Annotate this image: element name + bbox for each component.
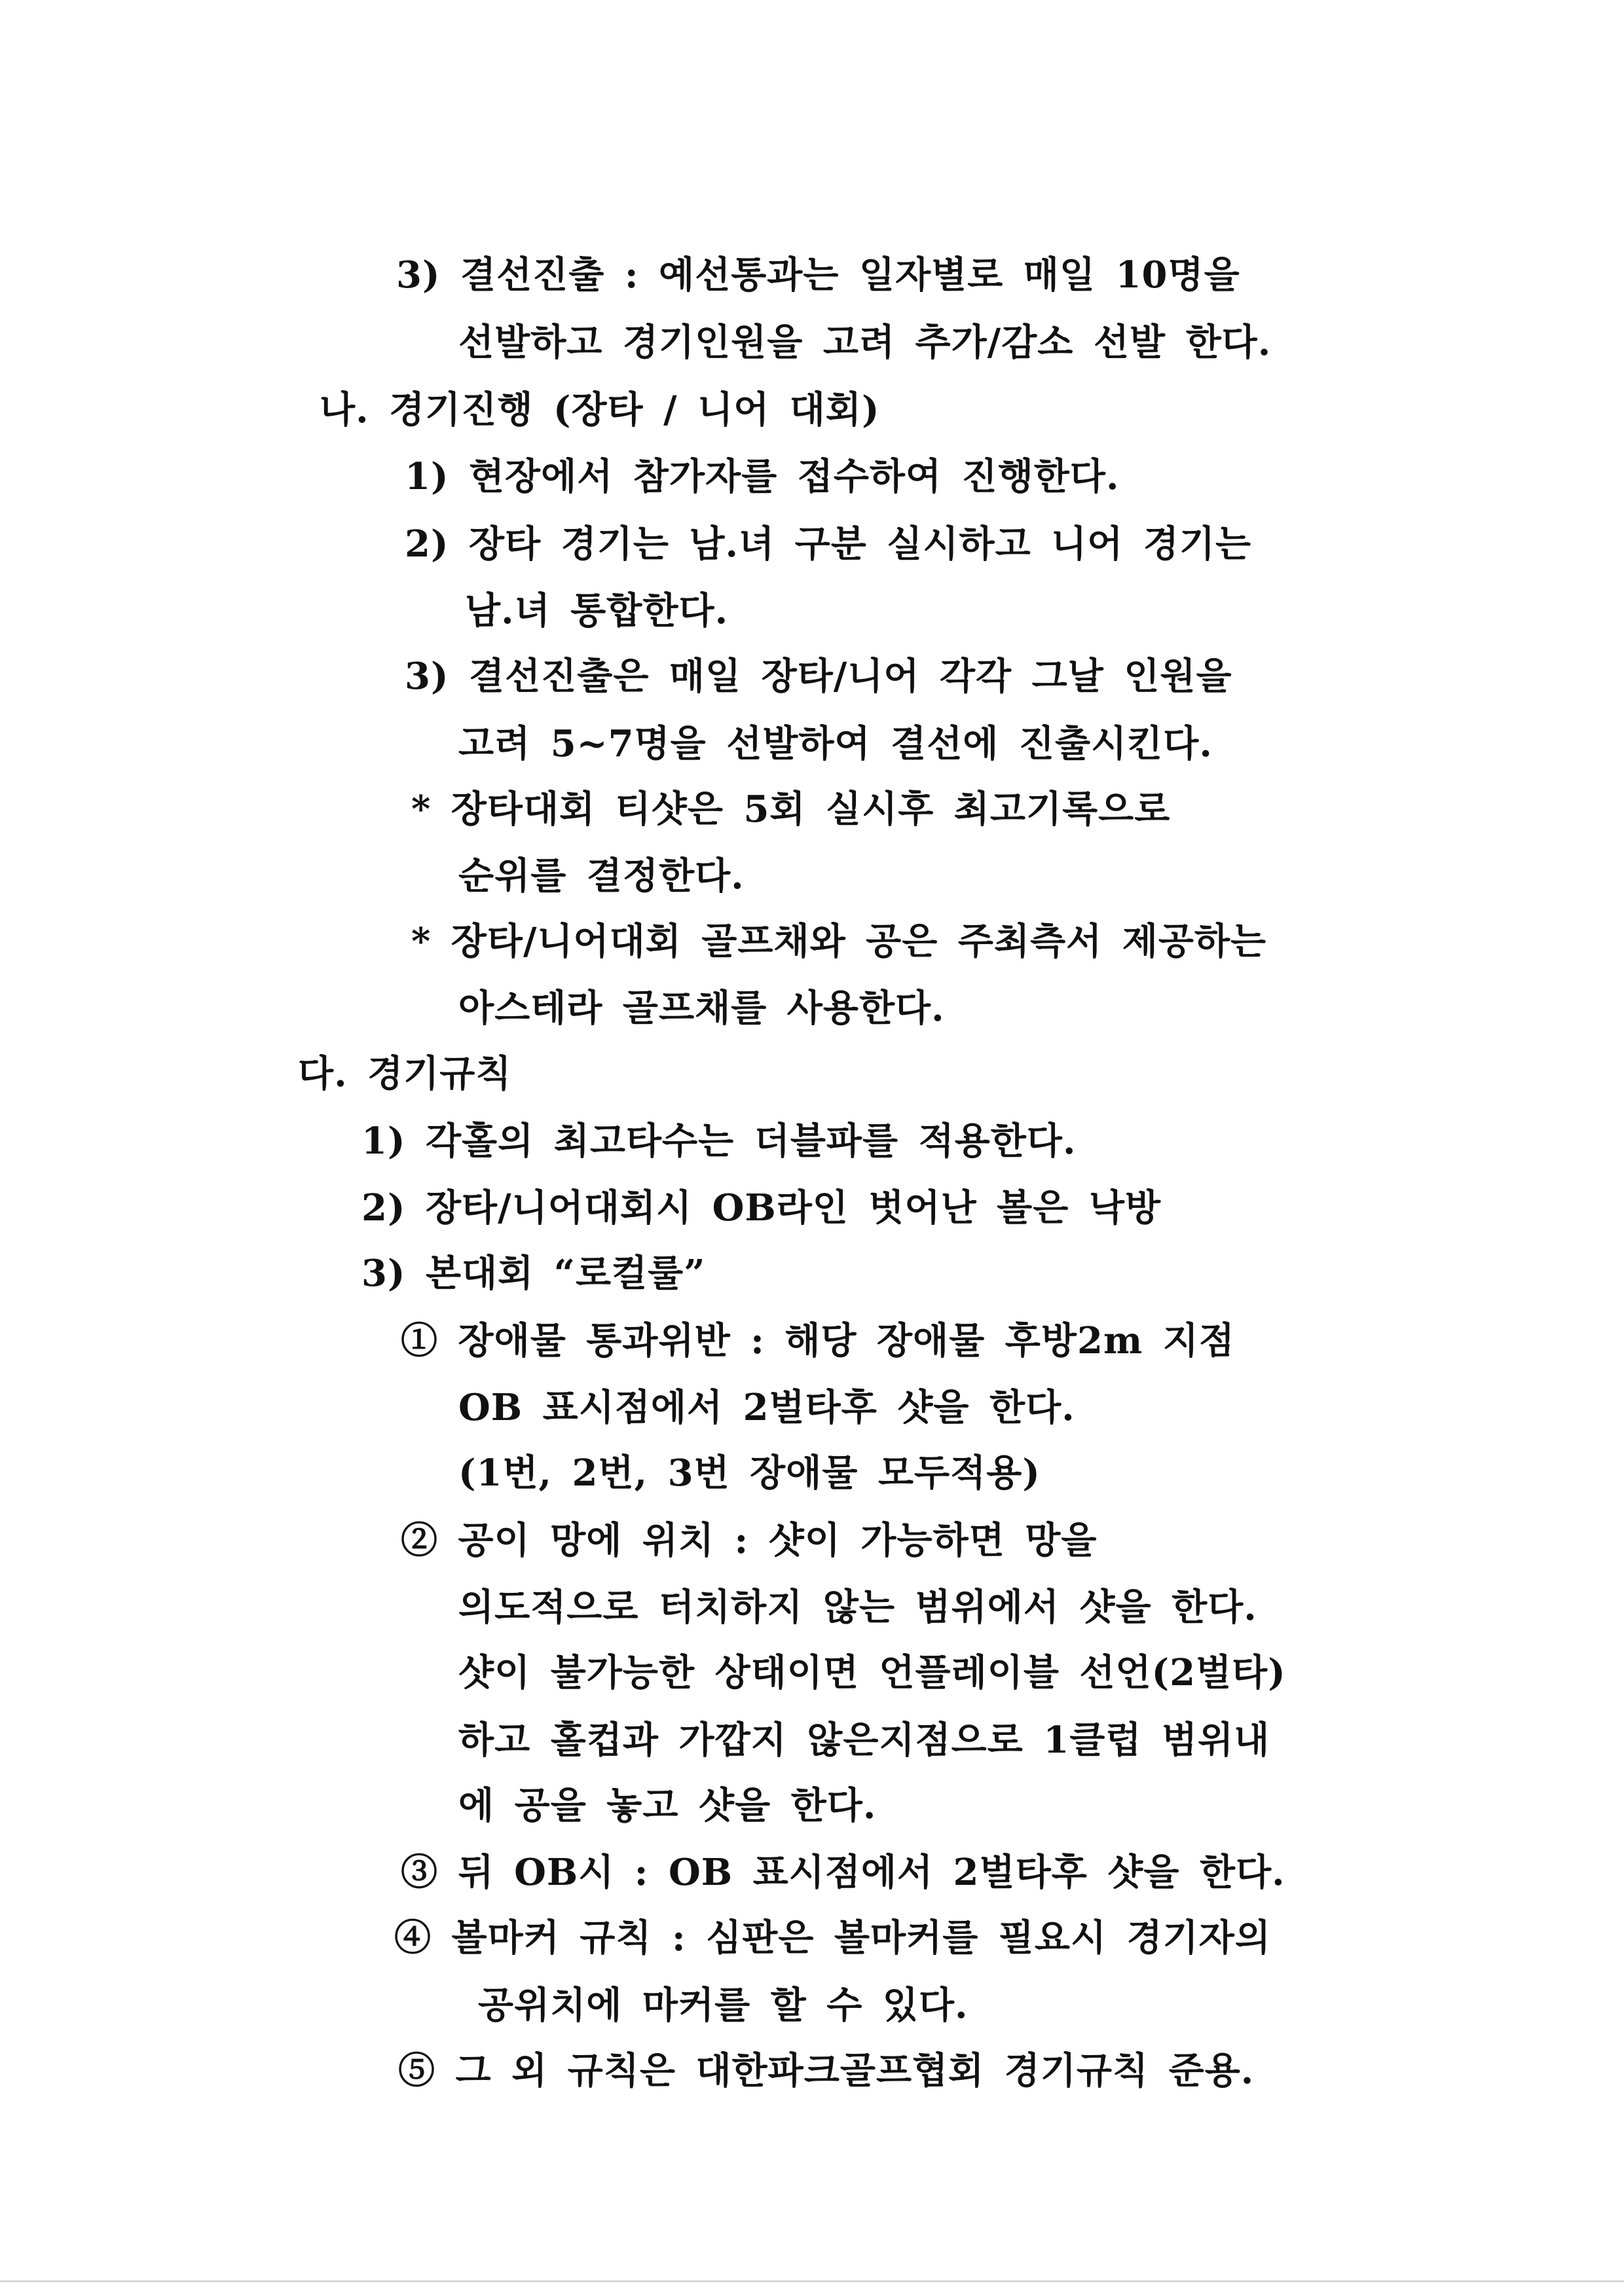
text-line: 1) 현장에서 참가자를 접수하여 진행한다. xyxy=(405,455,1120,498)
rule-item: ① 장애물 통과위반 : 해당 장애물 후방2m 지점 xyxy=(401,1319,1235,1362)
text-line: OB 표시점에서 2벌타후 샷을 한다. xyxy=(458,1386,1075,1429)
section-heading: 다. 경기규칙 xyxy=(298,1052,512,1095)
text-line: 아스테라 골프채를 사용한다. xyxy=(458,987,945,1030)
text-line: 공위치에 마커를 할 수 있다. xyxy=(478,1984,969,2027)
text-line: 선발하고 경기인원을 고려 추가/감소 선발 한다. xyxy=(458,321,1272,364)
note-line: * 장타/니어대회 골프채와 공은 주최측서 제공하는 xyxy=(411,920,1267,963)
note-line: * 장타대회 티샷은 5회 실시후 최고기록으로 xyxy=(411,788,1171,831)
text-line: 2) 장타/니어대회시 OB라인 벗어난 볼은 낙방 xyxy=(361,1186,1162,1230)
text-line: 남.녀 통합한다. xyxy=(465,589,729,632)
scan-edge-line xyxy=(0,2280,1624,2282)
rule-item: ④ 볼마커 규칙 : 심판은 볼마커를 필요시 경기자의 xyxy=(394,1916,1271,1959)
text-line: 3) 결선진출은 매일 장타/니어 각각 그날 인원을 xyxy=(405,655,1232,698)
text-line: 에 공을 놓고 샷을 한다. xyxy=(458,1784,877,1827)
rule-item: ③ 뒤 OB시 : OB 표시점에서 2벌타후 샷을 한다. xyxy=(401,1851,1285,1894)
text-line: (1번, 2번, 3번 장애물 모두적용) xyxy=(458,1451,1041,1495)
section-heading: 나. 경기진행 (장타 / 니어 대회) xyxy=(320,388,880,431)
rule-item: ② 공이 망에 위치 : 샷이 가능하면 망을 xyxy=(401,1519,1098,1562)
text-line: 1) 각홀의 최고타수는 더블파를 적용한다. xyxy=(361,1120,1077,1163)
text-line: 의도적으로 터치하지 않는 범위에서 샷을 한다. xyxy=(458,1586,1257,1629)
text-line: 고려 5~7명을 선발하여 결선에 진출시킨다. xyxy=(458,722,1213,765)
text-line: 2) 장타 경기는 남.녀 구분 실시하고 니어 경기는 xyxy=(405,522,1252,566)
text-line: 3) 결선진출 : 예선통과는 일자별로 매일 10명을 xyxy=(396,253,1240,297)
rule-item: ⑤ 그 외 규칙은 대한파크골프협회 경기규칙 준용. xyxy=(398,2049,1255,2092)
text-line: 3) 본대회 “로컬룰” xyxy=(361,1252,706,1295)
text-line: 순위를 결정한다. xyxy=(458,854,745,898)
text-line: 샷이 불가능한 상태이면 언플레이블 선언(2벌타) xyxy=(458,1651,1286,1694)
text-line: 하고 홀컵과 가깝지 않은지점으로 1클럽 범위내 xyxy=(458,1719,1270,1762)
